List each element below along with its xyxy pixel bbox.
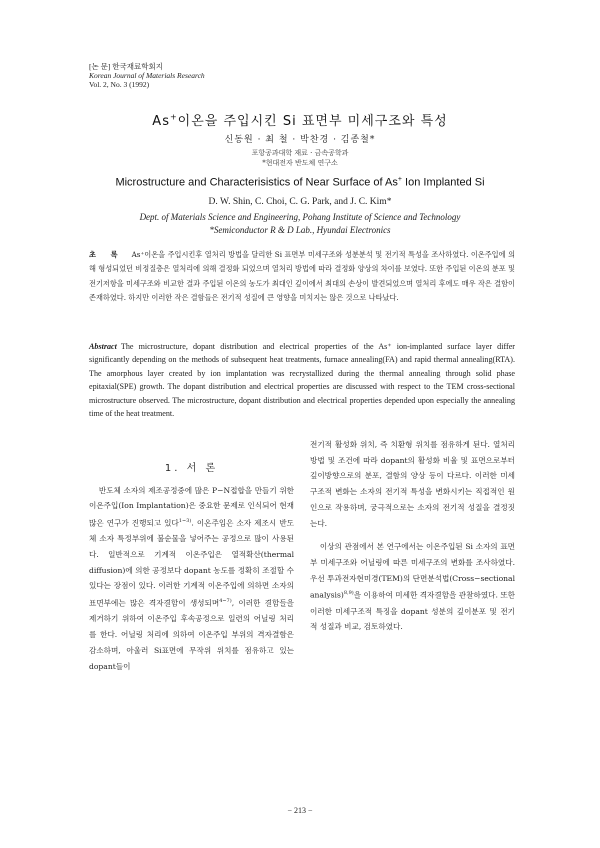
english-abstract: [89, 340, 515, 420]
body-column-left: [89, 461, 294, 674]
english-abstract-text: The microstructure, dopant distribution and electrical properties of the As⁺ ion-implanted surface layer differ significantly depending on the methods of subsequent heat treatments, furnace annealing(FA) and rapid thermal annealing(RTA). The amorphous layer created by ion implantation was recrystallized during the thermal annealing through solid phase epitaxial(SPE) growth. The dopant distribution and electrical properties are discussed with respect to the TEM cross-sectional microstructure observed. The microstructure, dopant distribution and electrical properties depended upon especially the annealing time of the heat treatment.: [89, 342, 515, 419]
korean-affiliation: [0, 148, 600, 168]
korean-authors: 신동원 · 최 철 · 박찬경 · 김종철*: [224, 135, 376, 145]
paragraph-text: 이상의 관점에서 본 연구에서는 이온주입된 Si 소자의 표면부 미세구조와 어닐링에 따른 미세구조의 변화를 조사하였다. 우선 투과전자현미경(TEM)의 단면분석법(Cross−sectional analysis): [310, 542, 515, 600]
journal-line-en: Korean Journal of Materials Research: [89, 71, 205, 80]
citation: 1~3): [178, 518, 192, 525]
paragraph-text: . 이온주입은 소자 제조시 반도체 소자 특정부위에 불순물을 넣어주는 공정으로 많이 사용된다. 일반적으로 기계적 이온주입은 열적확산(thermal diffusion)에 의한 공정보다 dopant 농도를 정확히 조절할 수 있다는 장점이 있다. 이러한 기계적 이온주입에 의하면 소자의 표면부에는 많은 격자결함이 생성되며: [89, 518, 294, 608]
english-abstract-label: Abstract: [89, 342, 117, 351]
paragraph: [310, 539, 515, 635]
section-heading: 1. 서 론: [164, 463, 219, 474]
journal-line-ko: [논 문] 한국재료학회지: [89, 62, 163, 71]
journal-header: [89, 62, 205, 89]
english-title-prefix: Microstructure and Characterisistics of Near Surface of As: [115, 176, 398, 189]
paragraph-text: , 이러한 결함들을 제거하기 위하여 이온주입 후속공정으로 일련의 어닐링 처리를 한다. 어닐링 처리에 의하여 이온주입 부위의 격자결함은 감소하며, 아울러 Si표면에 무작위 위치를 점유하고 있는 dopant들이: [89, 598, 295, 671]
body-column-right: [310, 437, 515, 635]
korean-title-sup: +: [169, 112, 178, 122]
journal-volume: Vol. 2, No. 3 (1992): [89, 80, 150, 89]
page-number: − 213 −: [287, 806, 313, 815]
english-title-rest: Ion Implanted Si: [401, 176, 485, 189]
english-affiliation-line1: Dept. of Materials Science and Engineering, Pohang Institute of Science and Technology: [139, 212, 461, 222]
korean-title: [0, 110, 600, 129]
english-authors: D. W. Shin, C. Choi, C. G. Park, and J. C. Kim*: [208, 197, 392, 207]
korean-abstract-text: As⁺이온을 주입시킨후 열처리 방법을 달리한 Si 표면부 미세구조와 성분분석 및 전기적 특성을 조사하였다. 이온주입에 의해 형성되었던 비정질층은 열처리에 의해 결정화 되었으며 열처리 방법에 따라 결정화 양상의 차이를 보였다. 또한 주입된 이온의 분포 및 전기저항을 미세구조와 비교한 결과 주입된 이온의 농도가 최대인 깊이에서 최대의 손상이 발견되었으며 열처리 후에도 매우 작은 결함이 존재하였다. 하지만 이러한 작은 결함들은 전기적 성질에 큰 영향을 미치지는 않은 것으로 나타났다.: [89, 250, 516, 302]
korean-affiliation-line1: 포항공과대학 재료 · 금속공학과: [251, 149, 349, 157]
english-title: [0, 176, 600, 189]
english-affiliation-line2: *Semiconductor R & D Lab., Hyundai Electronics: [209, 225, 391, 235]
korean-title-prefix: As: [152, 114, 170, 129]
citation: 4~7): [219, 598, 232, 605]
paragraph-text: 을 이용하여 미세한 격자결함을 관찰하였다. 또한 이러한 미세구조적 특징을 dopant 성분의 깊이분포 및 전기적 성질과 비교, 검토하였다.: [310, 590, 515, 632]
paragraph: [89, 483, 294, 675]
english-title-sup: +: [397, 176, 402, 183]
korean-affiliation-line2: *현대전자 반도체 연구소: [262, 159, 338, 167]
paragraph-text: 반도체 소자의 제조공정중에 많은 P−N접합을 만들기 위한 이온주입(Ion Implantation)은 중요한 문제로 인식되어 현재 많은 연구가 진행되고 있다: [89, 485, 294, 528]
english-affiliation: [0, 211, 600, 237]
paragraph: 전기적 활성화 위치, 즉 치환형 위치를 점유하게 된다. 열처리 방법 및 조건에 따라 dopant의 활성화 비율 및 표면으로부터 깊이방향으로의 분포, 결함의 양상 등이 다르다. 이러한 미세구조적 변화는 소자의 전기적 특성을 변화시키는 직접적인 원인으로 작용하며, 궁극적으로는 소자의 전기적 성질을 결정짓는다.: [310, 440, 515, 528]
korean-title-rest: 이온을 주입시킨 Si 표면부 미세구조와 특성: [177, 114, 448, 129]
korean-abstract: [89, 248, 515, 305]
korean-abstract-label: 초 록: [89, 250, 124, 259]
citation: 8,9): [343, 590, 354, 597]
